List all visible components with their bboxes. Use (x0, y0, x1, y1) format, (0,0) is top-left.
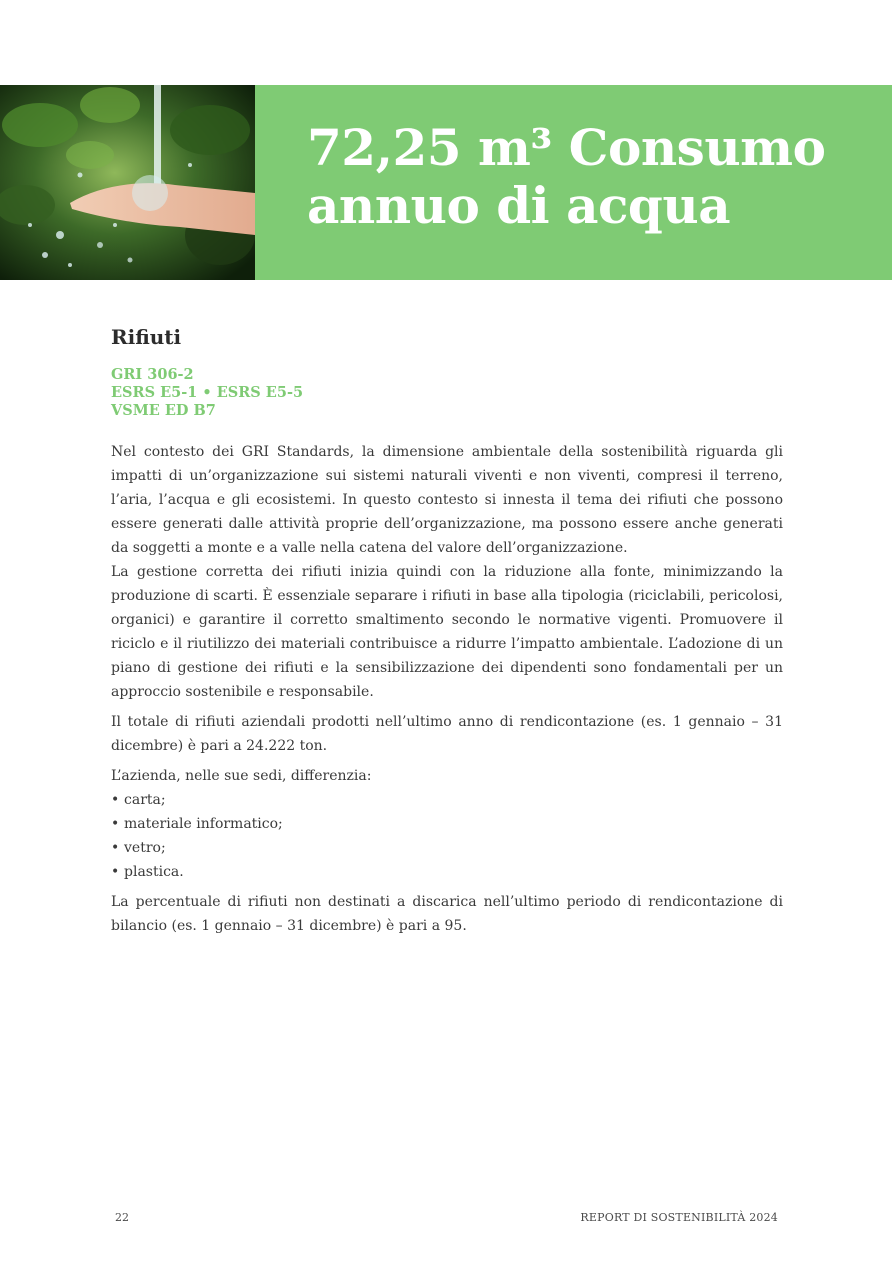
report-title: REPORT DI SOSTENIBILITÀ 2024 (580, 1211, 778, 1224)
page-headline (307, 119, 825, 235)
paragraph-context: Nel contesto dei GRI Standards, la dimensione ambientale della sostenibilità riguarda gli impatti di un’organizzazione sui sistemi naturali viventi e non viventi, compresi il terreno, l’aria, l’acqua e gli ecosistemi. In questo contesto si innesta il tema dei rifiuti che possono essere generati dalle attività proprie dell’organizzazione, ma possono essere anche generati da soggetti a monte e a valle nella catena del valore dell’organizzazione. (111, 444, 783, 556)
list-item (111, 788, 783, 812)
waste-types-list (111, 788, 783, 884)
page-number: 22 (115, 1211, 129, 1224)
photo-illustration (0, 85, 255, 280)
list-item-text: plastica. (124, 864, 184, 880)
list-item-text: materiale informatico; (124, 816, 283, 832)
header-banner (0, 85, 892, 280)
bullet-icon: • (111, 816, 120, 832)
paragraph-management: La gestione corretta dei rifiuti inizia quindi con la riduzione alla fonte, minimizzando la produzione di scarti. È essenziale separare i rifiuti in base alla tipologia (riciclabili, pericolosi, organici) e garantire il corretto smaltimento secondo le normative vigenti. Promuovere il riciclo e il riutilizzo dei materiali contribuisce a ridurre l’impatto ambientale. L’adozione di un piano di gestione dei rifiuti e la sensibilizzazione dei dipendenti sono fondamentali per un approccio sostenibile e responsabile. (111, 564, 783, 700)
headline-line-2: annuo di acqua (307, 176, 731, 235)
reference-vsme: VSME ED B7 (111, 402, 216, 419)
main-content (111, 322, 783, 944)
list-item (111, 836, 783, 860)
list-item-text: vetro; (124, 840, 166, 856)
water-hand-photo (0, 85, 255, 280)
paragraph-total-waste: Il totale di rifiuti aziendali prodotti nell’ultimo anno di rendicontazione (es. 1 gennaio – 31 dicembre) è pari a 24.222 ton. (111, 714, 783, 754)
list-item-text: carta; (124, 792, 166, 808)
list-item (111, 860, 783, 884)
paragraph-landfill-percentage: La percentuale di rifiuti non destinati a discarica nell’ultimo periodo di rendicontazione di bilancio (es. 1 gennaio – 31 dicembre) è pari a 95. (111, 894, 783, 934)
reference-gri: GRI 306-2 (111, 366, 194, 383)
title-panel (255, 85, 892, 280)
headline-line-1: 72,25 m³ Consumo (307, 118, 826, 177)
list-item (111, 812, 783, 836)
standards-references (111, 366, 783, 420)
bullet-icon: • (111, 792, 120, 808)
list-intro: L’azienda, nelle sue sedi, differenzia: (111, 768, 372, 784)
section-title: Rifiuti (111, 325, 182, 349)
reference-esrs: ESRS E5-1 • ESRS E5-5 (111, 384, 304, 401)
bullet-icon: • (111, 864, 120, 880)
bullet-icon: • (111, 840, 120, 856)
